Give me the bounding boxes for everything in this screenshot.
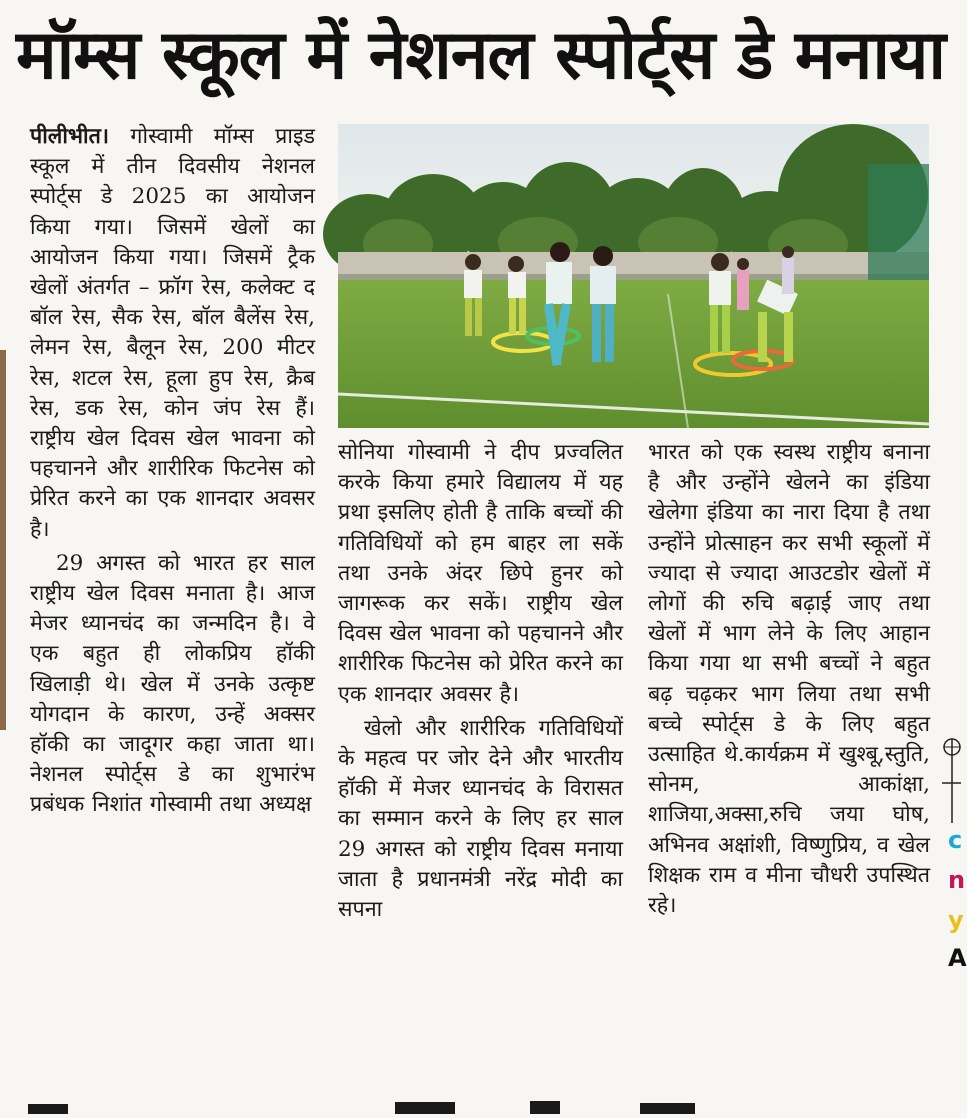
adjacent-ad-fragment: c (948, 826, 963, 854)
article-paragraph: भारत को एक स्वस्थ राष्ट्रीय बनाना है और उन्होंने खेलने का इंडिया खेलेगा इंडिया का नारा दिया है तथा उन्होंने प्रोत्साहन कर सभी स्कूलों में ज्यादा से ज्यादा आउटडोर खेलों में लोगों की रुचि बढ़ाई जाए तथा खेलों में भाग लेने के लिए आहान किया गया था सभी बच्चों ने बहुत बढ़ चढ़कर भाग लिया तथा सभी बच्चे स्पोर्ट्स डे के लिए बहुत उत्साहित थे.कार्यक्रम में खुश्बू,स्तुति, सोनम, आकांक्षा, शाजिया,अक्सा,रुचि जया घोष, अभिनव अक्षांशी, विष्णुप्रिय, व खेल शिक्षक राम व मीना चौधरी उपस्थित रहे। (648, 440, 930, 919)
article-column-2 (338, 438, 623, 925)
article-paragraph: खेलो और शारीरिक गतिविधियों के महत्व पर जोर देने और भारतीय हॉकी में मेजर ध्यानचंद के विरासत का सम्मान करने के लिए हर साल 29 अगस्त को राष्ट्रीय दिवस मनाया जाता है प्रधानमंत्री नरेंद्र मोदी का सपना (338, 715, 623, 923)
adjacent-page-edge (0, 350, 6, 730)
article-paragraph: सोनिया गोस्वामी ने दीप प्रज्वलित करके किया हमारे विद्यालय में यह प्रथा इसलिए होती है ताकि बच्चों की गतिविधियों को हम बाहर ला सकें तथा उनके अंदर छिपे हुनर को जागरूक कर सकें। राष्ट्रीय खेल दिवस खेल भावना को पहचानने और शारीरिक फिटनेस को प्रेरित करने का एक शानदार अवसर है। (338, 440, 623, 707)
registration-mark-icon (942, 733, 961, 823)
headline: मॉम्स स्कूल में नेशनल स्पोर्ट्स डे मनाया (15, 16, 946, 95)
event-photo (338, 124, 929, 428)
clipped-headline-glyphs (0, 1098, 961, 1114)
adjacent-ad-fragment: A (948, 944, 967, 972)
children-playing-hula-hoops-on-grass-field-photo (338, 124, 929, 428)
article-text: गोस्वामी मॉम्स प्राइड स्कूल में तीन दिवसीय नेशनल स्पोर्ट्स डे 2025 का आयोजन किया गया। जिसमें खेलों का आयोजन किया गया। जिसमें ट्रैक खेलों अंतर्गत – फ्रॉग रेस, कलेक्ट द बॉल रेस, सैक रेस, बॉल बैलेंस रेस, लेमन रेस, बैलून रेस, 200 मीटर रेस, शटल रेस, हूला हुप रेस, क्रैब रेस, डक रेस, कोन जंप रेस हैं। राष्ट्रीय खेल दिवस खेल भावना को पहचानने और शारीरिक फिटनेस को प्रेरित करने का एक शानदार अवसर है। (30, 124, 315, 542)
article-paragraph (30, 122, 315, 545)
adjacent-ad-fragment: y (948, 906, 964, 934)
article-column-3 (648, 438, 930, 921)
next-headline-fragment (0, 1098, 961, 1114)
dateline: पीलीभीत। (30, 124, 110, 149)
adjacent-ad-fragment: n (948, 866, 966, 894)
article-paragraph: 29 अगस्त को भारत हर साल राष्ट्रीय खेल दिवस मनाता है। आज मेजर ध्यानचंद का जन्मदिन है। वे एक बहुत ही लोकप्रिय हॉकी खिलाड़ी थे। खेल में उनके उत्कृष्ट योगदान के कारण, उन्हें अक्सर हॉकी का जादूगर कहा जाता था। नेशनल स्पोर्ट्स डे का शुभारंभ प्रबंधक निशांत गोस्वामी तथा अध्यक्ष (30, 550, 315, 818)
article-column-1 (30, 122, 315, 821)
